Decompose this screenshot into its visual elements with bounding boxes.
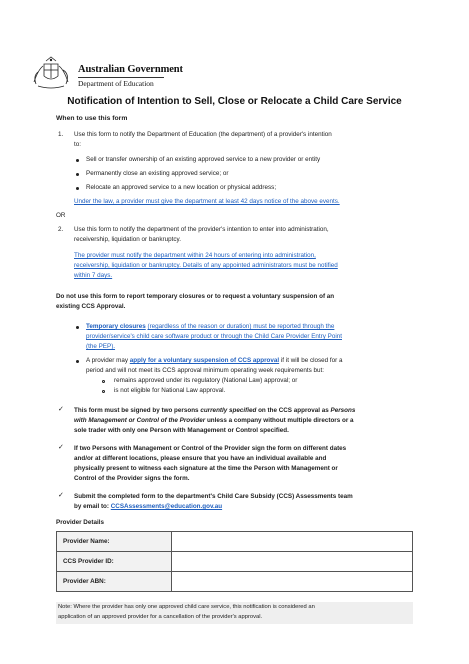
bullet-dot <box>76 360 79 363</box>
department-name: Department of Education <box>78 79 154 88</box>
item-1-number: 1. <box>58 131 64 138</box>
or-separator: OR <box>56 212 66 219</box>
note-line1: Note: Where the provider has only one approved child care service, this notification is considered an <box>58 604 315 610</box>
bullet-dot <box>76 159 79 162</box>
temp-closures-line1 <box>86 322 334 332</box>
item-1-notice-42-days: Under the law, a provider must give the department at least 42 days notice of the above events. <box>74 198 340 205</box>
check-2-line2: and/or at different locations, please ensure that you have an individual available and <box>74 455 327 462</box>
item-1-bullet-close: Permanently close an existing approved service; or <box>86 170 229 177</box>
check-3-line2 <box>74 502 222 512</box>
voluntary-suspension-link[interactable]: apply for a voluntary suspension of CCS approval <box>129 357 280 364</box>
provider-details-heading: Provider Details <box>56 519 104 526</box>
item-2-notice-line2: receivership, liquidation or bankruptcy. Details of any appointed administrators must be notified <box>74 262 338 269</box>
do-not-use-line1: Do not use this form to report temporary closures or to request a voluntary suspension of an <box>56 293 335 300</box>
checkmark-icon: ✓ <box>58 492 64 499</box>
ccs-provider-id-field[interactable] <box>172 552 413 572</box>
check-1-text-c: on the CCS approval as <box>258 407 329 414</box>
suspension-prefix: A provider may <box>86 357 128 364</box>
check-3-email-label: by email to: <box>74 503 109 510</box>
item-1-bullet-sell: Sell or transfer ownership of an existing approved service to a new provider or entity <box>86 156 321 163</box>
item-2-text-line1: Use this form to notify the department of the provider's intention to enter into administration, <box>74 226 329 233</box>
table-row <box>57 532 413 552</box>
provider-name-field[interactable] <box>172 532 413 552</box>
suspension-rest: if it will be closed for a <box>280 357 343 364</box>
temp-closures-line2: provider/service's child care software product or through the Child Care Provider Entry Point <box>86 333 342 340</box>
check-1-line2 <box>74 416 354 426</box>
table-row <box>57 572 413 592</box>
check-1-text-d: Persons <box>330 407 356 414</box>
check-1-text-e: with Management or Control of the Provider <box>74 417 206 424</box>
coat-of-arms-icon <box>30 56 72 90</box>
item-1-text-line2: to: <box>74 141 82 148</box>
note-line2: application of an approved provider for a cancellation of the provider's approval. <box>58 614 263 620</box>
item-1-bullet-relocate: Relocate an approved service to a new location or physical address; <box>86 184 277 191</box>
item-2-number: 2. <box>58 226 64 233</box>
temporary-closures-link[interactable]: Temporary closures <box>86 323 146 330</box>
sub-bullet-circle <box>102 380 105 383</box>
bullet-dot <box>76 187 79 190</box>
provider-abn-label: Provider ABN: <box>57 572 172 592</box>
provider-abn-field[interactable] <box>172 572 413 592</box>
table-row <box>57 552 413 572</box>
bullet-dot <box>76 326 79 329</box>
check-1-text-b: currently specified <box>200 407 257 414</box>
suspension-sub-2: is not eligible for National Law approval. <box>114 387 226 394</box>
government-name: Australian Government <box>78 64 183 75</box>
check-2-line3: physically present to witness each signature at the time the Person with Management or <box>74 465 338 472</box>
temp-closures-rest: (regardless of the reason or duration) must be reported through the <box>147 323 335 330</box>
check-3-line1: Submit the completed form to the department's Child Care Subsidy (CCS) Assessments team <box>74 493 353 500</box>
check-1-text-f: unless a company without multiple directors or a <box>206 417 354 424</box>
checkmark-icon: ✓ <box>58 444 64 451</box>
item-2-notice-line1: The provider must notify the department within 24 hours of entering into administration, <box>74 252 316 259</box>
form-title: Notification of Intention to Sell, Close or Relocate a Child Care Service <box>67 96 402 107</box>
ccs-provider-id-label: CCS Provider ID: <box>57 552 172 572</box>
note-box <box>56 602 413 624</box>
check-1-line1 <box>74 406 355 416</box>
check-1-text-a: This form must be signed by two persons <box>74 407 199 414</box>
suspension-line1 <box>86 356 343 366</box>
item-2-text-line2: receivership, liquidation or bankruptcy. <box>74 236 181 243</box>
provider-details-table <box>56 531 413 592</box>
sub-bullet-circle <box>102 390 105 393</box>
provider-name-label: Provider Name: <box>57 532 172 552</box>
suspension-sub-1: remains approved under its regulatory (National Law) approval; or <box>114 377 298 384</box>
item-2-notice-line3: within 7 days. <box>74 272 113 279</box>
do-not-use-line2: existing CCS Approval. <box>56 303 126 310</box>
when-heading: When to use this form <box>56 115 128 122</box>
check-2-line4: Control of the Provider signs the form. <box>74 475 190 482</box>
bullet-dot <box>76 173 79 176</box>
suspension-line2: period and will not meet its CCS approval minimum operating week requirements but: <box>86 367 324 374</box>
check-1-line3: sole trader with only one Person with Management or Control specified. <box>74 427 289 434</box>
header-divider <box>78 77 164 78</box>
checkmark-icon: ✓ <box>58 406 64 413</box>
ccs-assessments-email-link[interactable]: CCSAssessments@education.gov.au <box>110 503 223 510</box>
check-2-line1: If two Persons with Management or Control of the Provider sign the form on different dates <box>74 445 347 452</box>
item-1-text-line1: Use this form to notify the Department of Education (the department) of a provider's intention <box>74 131 332 138</box>
temp-closures-line3: (the PEP). <box>86 343 116 350</box>
